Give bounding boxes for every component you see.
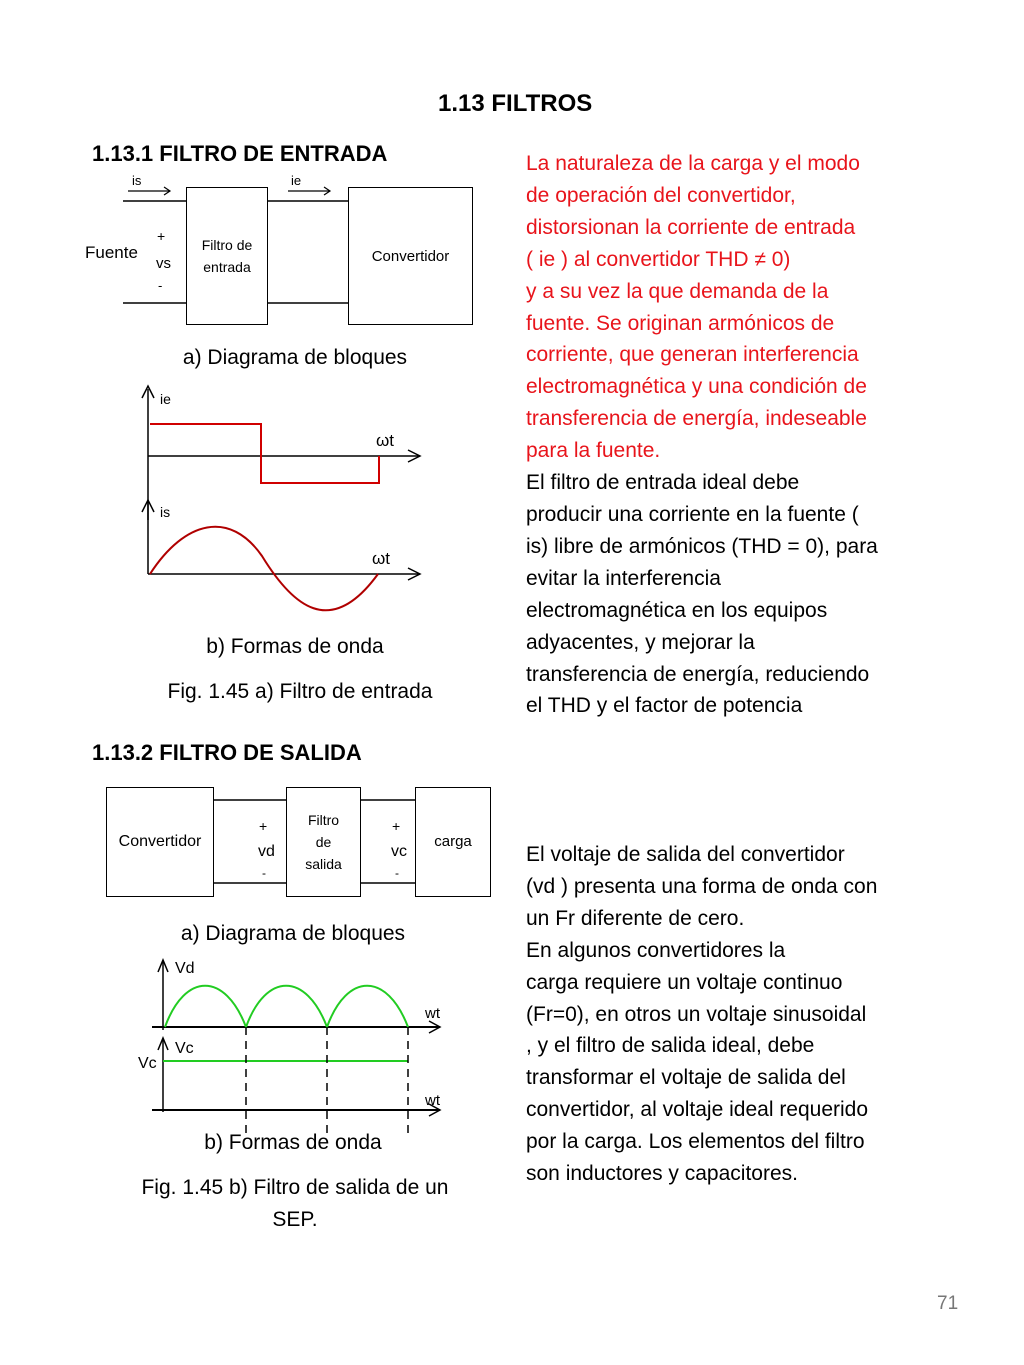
vs-plus: + bbox=[157, 228, 166, 244]
wt-label-2: ωt bbox=[372, 549, 390, 568]
section-heading-input-filter: 1.13.1 FILTRO DE ENTRADA bbox=[92, 141, 388, 166]
wt-label-3: wt bbox=[425, 1005, 440, 1022]
text-line: electromagnética y una condición de bbox=[526, 375, 867, 399]
vc-label: vc bbox=[391, 843, 407, 860]
vd-minus: - bbox=[262, 866, 266, 880]
output-filter-label-3: salida bbox=[305, 856, 342, 872]
wt-label-1: ωt bbox=[376, 431, 394, 450]
vc-axis-label: Vc bbox=[175, 1040, 194, 1057]
page-title: 1.13 FILTROS bbox=[438, 90, 593, 117]
output-filter-description bbox=[526, 839, 939, 1190]
text-line: adyacentes, y mejorar la bbox=[526, 630, 755, 654]
fig-caption-2 bbox=[105, 1172, 485, 1236]
wt-label-4: wt bbox=[425, 1092, 440, 1109]
text-line: y a su vez la que demanda de la bbox=[526, 279, 829, 303]
vc-level-label: Vc bbox=[138, 1055, 157, 1072]
text-line: por la carga. Los elementos del filtro bbox=[526, 1130, 865, 1154]
input-filter-red-text bbox=[526, 148, 939, 467]
text-line: producir una corriente en la fuente ( bbox=[526, 502, 859, 526]
vd-label: vd bbox=[258, 843, 275, 860]
is-label: is bbox=[132, 173, 142, 188]
vd-plus: + bbox=[259, 818, 268, 834]
text-line: transferencia de energía, indeseable bbox=[526, 407, 867, 431]
vd-axis-label: Vd bbox=[175, 960, 195, 977]
text-line: un Fr diferente de cero. bbox=[526, 906, 745, 930]
text-line: El filtro de entrada ideal debe bbox=[526, 471, 800, 495]
text-line: distorsionan la corriente de entrada bbox=[526, 215, 856, 239]
fig-caption-1: Fig. 1.45 a) Filtro de entrada bbox=[167, 680, 433, 703]
text-line: El voltaje de salida del convertidor bbox=[526, 843, 845, 866]
text-line: La naturaleza de la carga y el modo bbox=[526, 152, 860, 175]
vc-plus: + bbox=[392, 818, 401, 834]
input-filter-description bbox=[526, 148, 939, 722]
page-number: 71 bbox=[937, 1293, 959, 1314]
text-line: , y el filtro de salida ideal, debe bbox=[526, 1034, 815, 1058]
ie-axis-label: ie bbox=[160, 391, 171, 407]
section-heading-output-filter: 1.13.2 FILTRO DE SALIDA bbox=[92, 740, 362, 765]
is-axis-label: is bbox=[160, 504, 171, 520]
input-filter-black-text bbox=[526, 467, 939, 722]
text-line: para la fuente. bbox=[526, 439, 661, 463]
fuente-label: Fuente bbox=[85, 243, 138, 262]
converter-label-1: Convertidor bbox=[371, 247, 450, 265]
caption-block-diagram-2: a) Diagrama de bloques bbox=[180, 922, 406, 945]
fig-caption-2-line-2: SEP. bbox=[272, 1208, 318, 1231]
text-line: evitar la interferencia bbox=[526, 566, 721, 590]
converter-label-2: Convertidor bbox=[118, 833, 202, 850]
input-filter-label-1: Filtro de bbox=[201, 237, 253, 253]
text-line: fuente. Se originan armónicos de bbox=[526, 311, 835, 335]
load-label: carga bbox=[434, 833, 472, 850]
text-line: de operación del convertidor, bbox=[526, 183, 796, 207]
output-filter-label-2: de bbox=[315, 834, 332, 850]
vc-minus: - bbox=[395, 866, 399, 880]
text-line: carga requiere un voltaje continuo bbox=[526, 970, 843, 994]
text-line: ( ie ) al convertidor THD ≠ 0) bbox=[526, 247, 791, 271]
caption-waveforms-1: b) Formas de onda bbox=[206, 635, 384, 658]
caption-waveforms-2: b) Formas de onda bbox=[204, 1131, 382, 1154]
fig-caption-2-line-1: Fig. 1.45 b) Filtro de salida de un bbox=[141, 1176, 449, 1199]
vs-minus: - bbox=[158, 278, 163, 293]
text-line: is) libre de armónicos (THD = 0), para bbox=[526, 534, 878, 558]
caption-block-diagram-1: a) Diagrama de bloques bbox=[182, 346, 408, 369]
text-line: (Fr=0), en otros un voltaje sinusoidal bbox=[526, 1002, 867, 1026]
input-filter-label-2: entrada bbox=[203, 259, 251, 275]
text-line: transformar el voltaje de salida del bbox=[526, 1066, 846, 1090]
output-filter-label-1: Filtro bbox=[307, 812, 340, 828]
text-line: convertidor, al voltaje ideal requerido bbox=[526, 1098, 869, 1122]
text-line: electromagnética en los equipos bbox=[526, 598, 828, 622]
text-line: son inductores y capacitores. bbox=[526, 1162, 798, 1186]
text-line: transferencia de energía, reduciendo bbox=[526, 662, 870, 686]
vs-label: vs bbox=[156, 255, 171, 272]
text-line: (vd ) presenta una forma de onda con bbox=[526, 874, 878, 898]
text-line: En algunos convertidores la bbox=[526, 938, 786, 962]
text-line: el THD y el factor de potencia bbox=[526, 694, 803, 718]
ie-label: ie bbox=[291, 173, 302, 188]
text-line: corriente, que generan interferencia bbox=[526, 343, 859, 367]
